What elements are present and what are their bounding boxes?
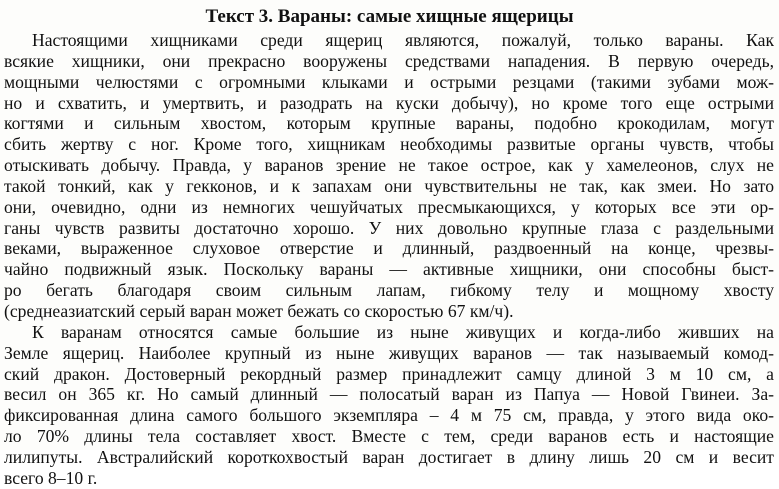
text-line: весил он 365 кг. Но самый длинный — полосатый варан из Папуа — Новой Гвинеи. За- xyxy=(4,384,774,405)
text-line: веками, выраженное слуховое отверстие и длинный, раздвоенный на конце, чрезвы- xyxy=(4,238,774,259)
text-line: мощными челюстями с огромными клыками и острыми резцами (такими зубами мож- xyxy=(4,71,774,92)
text-line: фиксированная длина самого большого экземпляра – 4 м 75 см, правда, у этого вида око- xyxy=(4,405,774,426)
text-line: отыскивать добычу. Правда, у варанов зрение не такое острое, как у хамелеонов, слух не xyxy=(4,155,774,176)
text-line: ганы чувств развиты достаточно хорошо. У них довольно крупные глаза с раздельными xyxy=(4,217,774,238)
text-line: они, очевидно, одни из немногих чешуйчатых пресмыкающихся, у которых все эти ор- xyxy=(4,196,774,217)
text-line: ло 70% длины тела составляет хвост. Вместе с тем, среди варанов есть и настоящие xyxy=(4,426,774,447)
text-line: сбить жертву с ног. Кроме того, хищникам необходимы развитые органы чувств, чтобы xyxy=(4,134,774,155)
text-line: (среднеазиатский серый варан может бежать со скоростью 67 км/ч). xyxy=(4,300,514,321)
text-line: такой тонкий, как у гекконов, и к запахам они чувствительны не так, как змеи. Но зато xyxy=(4,175,774,196)
text-line: Земле ящериц. Наиболее крупный из ныне живущих варанов — так называемый комод- xyxy=(4,342,774,363)
text-line: когтями и сильным хвостом, которым крупные вараны, подобно крокодилам, могут xyxy=(4,113,774,134)
paragraph-2 xyxy=(4,322,774,489)
text-line: ро бегать благодаря своим сильным лапам, гибкому телу и мощному хвосту xyxy=(4,280,774,301)
document-title: Текст 3. Вараны: самые хищные ящерицы xyxy=(205,6,574,27)
text-line: ский дракон. Достоверный рекордный размер принадлежит самцу длиной 3 м 10 см, а xyxy=(4,363,774,384)
text-line: К варанам относятся самые большие из ныне живущих и когда-либо живших на xyxy=(32,321,774,342)
document-body xyxy=(4,30,774,489)
text-line: чайно подвижный язык. Поскольку вараны — активные хищники, они способны быст- xyxy=(4,259,774,280)
text-line: но и схватить, и умертвить, и разодрать на куски добычу), но кроме того еще острыми xyxy=(4,92,774,113)
text-line: лилипуты. Австралийский короткохвостый варан достигает в длину лишь 20 см и весит xyxy=(4,446,774,467)
text-line: всякие хищники, они прекрасно вооружены средствами нападения. В первую очередь, xyxy=(4,50,774,71)
text-line: всего 8–10 г. xyxy=(4,467,98,488)
paragraph-1 xyxy=(4,30,774,322)
text-line: Настоящими хищниками среди ящериц являются, пожалуй, только вараны. Как xyxy=(32,30,774,50)
